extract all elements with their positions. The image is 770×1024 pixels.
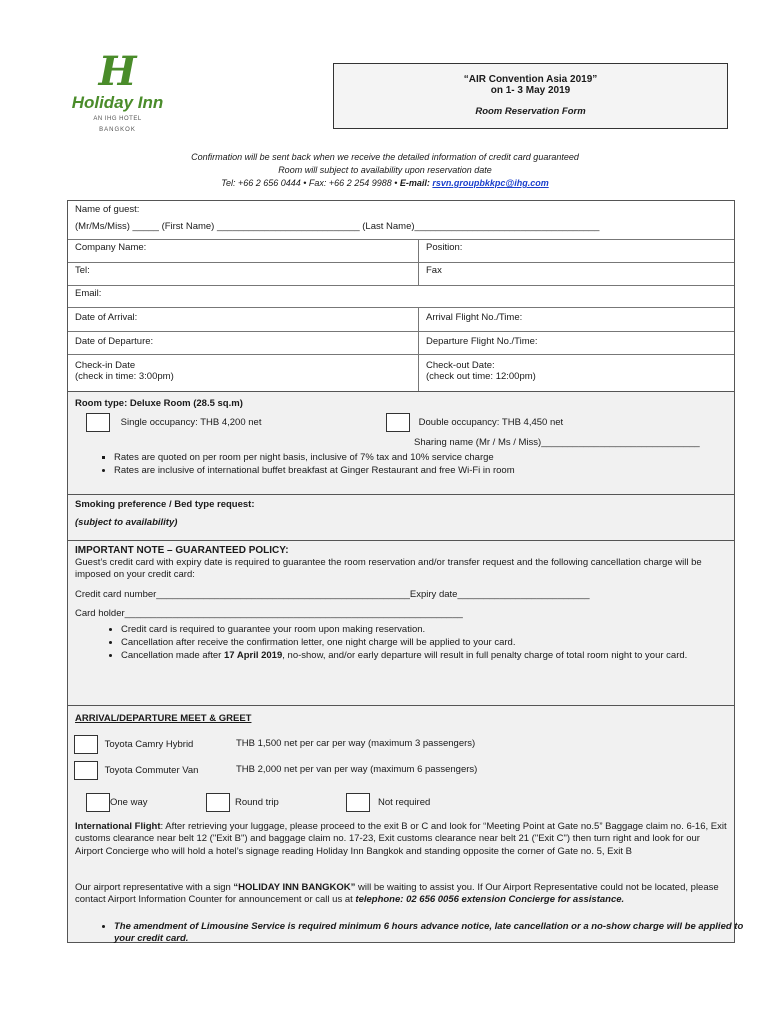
confirmation-line-1: Confirmation will be sent back when we receive the detailed information of credit card guaranteed <box>191 152 579 162</box>
rate-note: ▪ Rates are quoted on per room per night basis, inclusive of 7% tax and 10% service charge <box>114 452 754 464</box>
tel-field[interactable]: Tel: <box>68 263 419 285</box>
company-field[interactable]: Company Name: <box>68 240 419 262</box>
commuter-option[interactable] <box>74 761 198 780</box>
checkin-field[interactable] <box>68 355 419 391</box>
policy-title: IMPORTANT NOTE – GUARANTEED POLICY: <box>75 545 289 556</box>
hotel-logo <box>70 48 165 142</box>
international-flight-label: International Flight <box>75 821 161 832</box>
checkout-field[interactable] <box>419 355 734 391</box>
meet-greet-title: ARRIVAL/DEPARTURE MEET & GREET <box>75 713 252 724</box>
check-row <box>68 355 734 392</box>
double-occupancy-label: Double occupancy: THB 4,450 net <box>418 417 564 429</box>
form-title: Room Reservation Form <box>475 106 586 117</box>
logo-name: Holiday Inn <box>71 93 164 112</box>
guarantee-policy-section <box>68 541 734 706</box>
room-type-title: Room type: Deluxe Room (28.5 sq.m) <box>75 398 243 409</box>
email-field[interactable]: Email: <box>75 288 102 299</box>
smoking-section <box>68 495 734 541</box>
departure-flight-field[interactable]: Departure Flight No./Time: <box>426 336 538 347</box>
email-link[interactable]: rsvn.groupbkkpc@ihg.com <box>432 178 549 188</box>
amendment-note: • The amendment of Limousine Service is required minimum 6 hours advance notice, late cancellation or a no-show charge will be applied to your credit card. <box>114 921 764 945</box>
not-required-label: Not required <box>378 797 431 809</box>
checkout-time: (check out time: 12:00pm) <box>426 371 536 382</box>
single-occupancy-label: Single occupancy: THB 4,200 net <box>120 417 262 429</box>
checkin-label: Check-in Date <box>75 360 136 371</box>
commuter-label: Toyota Commuter Van <box>104 765 199 777</box>
departure-row <box>68 332 734 355</box>
representative-note <box>75 882 727 907</box>
international-flight-text: : After retrieving your luggage, please proceed to the exit B or C and look for “Meeting Point at Gate no.5” Baggage claim no. 6-16, Exit customs clearance near belt 12 ("Exit B") and baggage claim no. 17-23, Exit customs clearance near belt 21 ("Exit C") then turn right and look for our Airport Concierge who will hold a hotel’s signage reading Holiday Inn Bangkok and standing opposite the corner of Gate no. 5, Exit B <box>75 821 727 857</box>
round-trip-label: Round trip <box>235 797 279 809</box>
policy-bullet: • Credit card is required to guarantee your room upon making reservation. <box>121 624 727 636</box>
concierge-phone: telephone: 02 656 0056 extension Concierge for assistance. <box>355 894 625 906</box>
policy-bullet-text: Cancellation made after <box>121 650 224 661</box>
reservation-form <box>67 200 744 944</box>
arrival-flight-field[interactable]: Arrival Flight No./Time: <box>426 312 523 323</box>
camry-label: Toyota Camry Hybrid <box>104 739 194 751</box>
logo-sub: AN IHG HOTEL <box>93 116 142 122</box>
tel-row <box>68 263 734 286</box>
round-trip-checkbox[interactable] <box>206 793 230 812</box>
email-row <box>68 286 734 308</box>
camry-price: THB 1,500 net per car per way (maximum 3 passengers) <box>236 738 476 749</box>
rates-list <box>68 451 754 478</box>
not-required-checkbox[interactable] <box>346 793 370 812</box>
guest-name-label: Name of guest: <box>75 204 140 215</box>
fax-field[interactable]: Fax <box>426 265 442 276</box>
commuter-checkbox[interactable] <box>74 761 98 780</box>
contact-tel-fax: Tel: +66 2 656 0444 • Fax: +66 2 254 9988 • <box>221 178 400 188</box>
cancellation-deadline: 17 April 2019 <box>223 650 283 661</box>
confirmation-line-2: Room will subject to availability upon reservation date <box>278 165 492 175</box>
checkout-label: Check-out Date: <box>426 360 495 371</box>
policy-list <box>75 624 727 662</box>
commuter-price: THB 2,000 net per van per way (maximum 6 passengers) <box>236 764 478 775</box>
single-occupancy-checkbox[interactable] <box>86 413 110 432</box>
logo-city: BANGKOK <box>99 127 136 133</box>
credit-card-number-field[interactable]: Credit card number________________________________________________Expiry date_________________________ <box>75 589 590 600</box>
sharing-name-field[interactable]: Sharing name (Mr / Ms / Miss)______________________________ <box>414 437 700 448</box>
smoking-note: (subject to availability) <box>75 517 178 528</box>
policy-bullet: • Cancellation after receive the confirmation letter, one night charge will be applied to your card. <box>121 637 727 649</box>
company-row <box>68 240 734 263</box>
rate-note: • Rates are inclusive of international buffet breakfast at Ginger Restaurant and free Wi-Fi in room <box>114 465 754 477</box>
checkin-time: (check in time: 3:00pm) <box>75 371 174 382</box>
representative-text: will be waiting to assist you. If Our Airport Representative could not be located, please contact Airport Information Counter for announcement or call us at <box>75 882 719 906</box>
logo-mark-icon: H <box>98 48 137 95</box>
guest-name-row <box>68 201 734 240</box>
sign-text: “HOLIDAY INN BANGKOK” <box>233 882 356 893</box>
arrival-row <box>68 308 734 332</box>
policy-bullet <box>121 650 727 662</box>
card-holder-field[interactable]: Card holder________________________________________________________________ <box>75 608 463 619</box>
amendment-list <box>68 920 764 946</box>
departure-date-field[interactable]: Date of Departure: <box>68 332 419 354</box>
one-way-option[interactable] <box>86 793 148 812</box>
policy-intro: Guest’s credit card with expiry date is required to guarantee the room reservation and/or transfer request and the following cancellation charge will be imposed on your credit card: <box>75 557 702 580</box>
arrival-date-field[interactable]: Date of Arrival: <box>68 308 419 331</box>
position-field[interactable]: Position: <box>426 242 463 253</box>
guest-name-field[interactable]: (Mr/Ms/Miss) _____ (First Name) ___________________________ (Last Name)___________________________________ <box>75 221 600 232</box>
event-date: on 1- 3 May 2019 <box>490 85 571 96</box>
representative-text: Our airport representative with a sign <box>75 882 234 893</box>
camry-checkbox[interactable] <box>74 735 98 754</box>
policy-bullet-text: , no-show, and/or early departure will result in full penalty charge of total room night to your card. <box>282 650 688 661</box>
meet-greet-section <box>68 706 744 944</box>
one-way-label: One way <box>110 797 148 809</box>
one-way-checkbox[interactable] <box>86 793 110 812</box>
event-title: “AIR Convention Asia 2019” <box>463 74 598 85</box>
single-occupancy-option[interactable] <box>86 413 261 432</box>
form-title-box <box>333 63 728 129</box>
not-required-option[interactable] <box>346 793 430 812</box>
email-label: E-mail: <box>399 178 433 188</box>
international-flight-instructions <box>75 821 727 858</box>
camry-option[interactable] <box>74 735 193 754</box>
double-occupancy-checkbox[interactable] <box>386 413 410 432</box>
smoking-title: Smoking preference / Bed type request: <box>75 499 255 510</box>
double-occupancy-option[interactable] <box>386 413 563 432</box>
round-trip-option[interactable] <box>206 793 279 812</box>
room-type-section <box>68 392 734 495</box>
contact-line <box>100 178 670 188</box>
